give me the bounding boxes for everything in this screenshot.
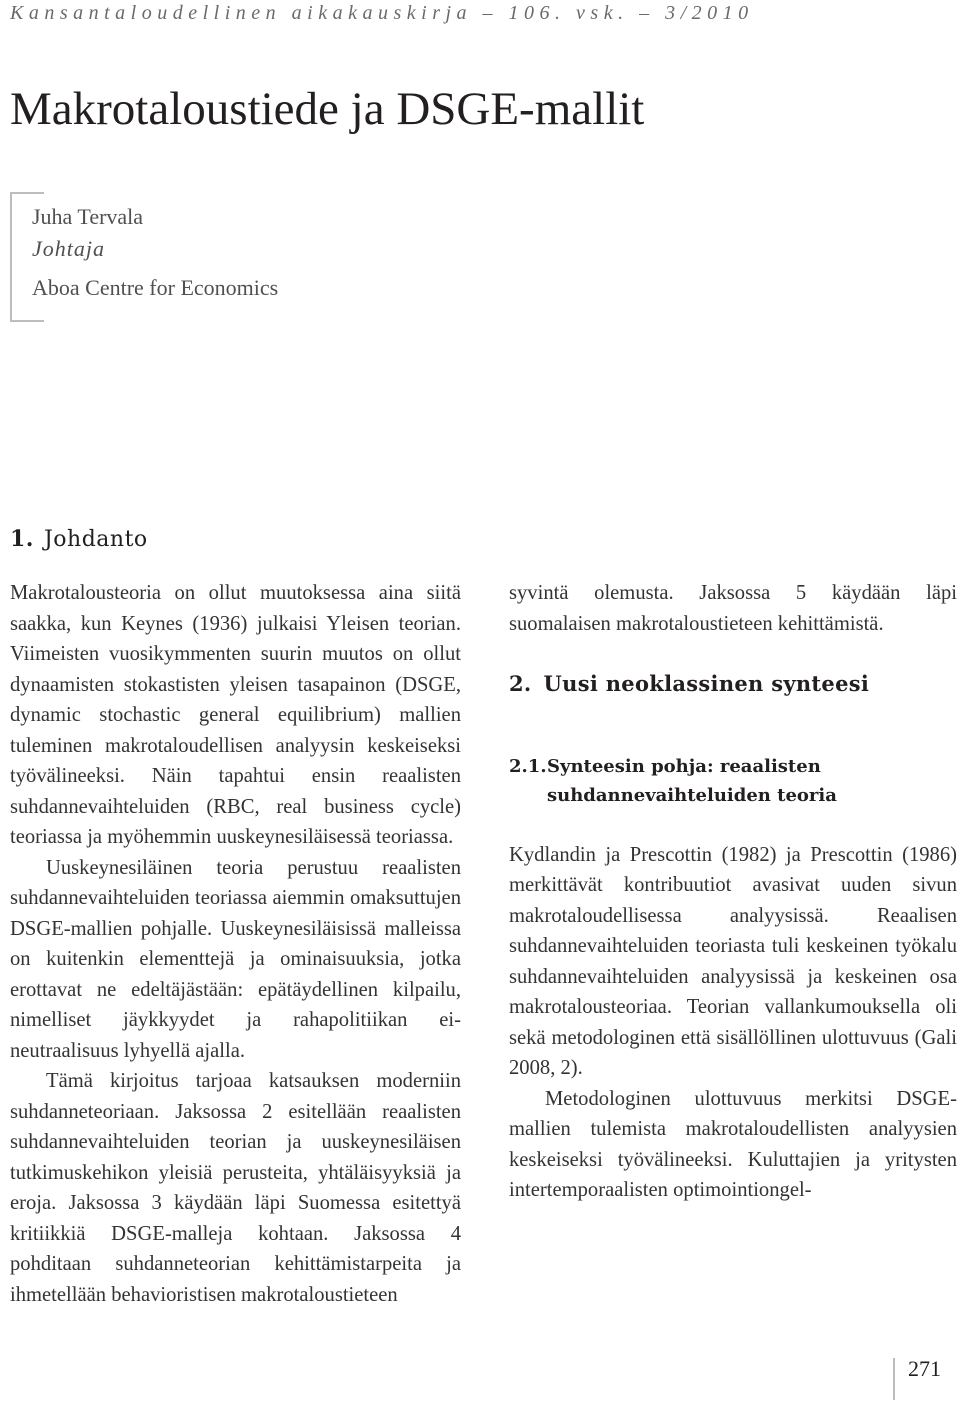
- article-title: Makrotaloustiede ja DSGE-mallit: [10, 83, 645, 135]
- author-role: Johtaja: [32, 236, 105, 261]
- body-paragraph: Makrotalousteoria on ollut muutoksessa aina siitä saakka, kun Keynes (1936) julkaisi Yleisen teorian. Viimeisten vuosikymmenten suurin muutos on ollut dynaamisten stokastisten yleisen tasapainon (DSGE, dynamic stochastic general equilibrium) mallien tuleminen makrotaloudellisen analyysin keskeiseksi työvälineeksi. Näin tapahtui ensin reaalisten suhdannevaihteluiden (RBC, real business cycle) teoriassa ja myöhemmin uuskeynesiläisessä teoriassa.: [10, 582, 461, 848]
- section-1-heading: [10, 526, 148, 552]
- folio-rule: [893, 1358, 895, 1400]
- section-2-1-title: Synteesin pohja: reaalisten suhdannevaihteluiden teoria: [547, 755, 837, 806]
- running-header: Kansantaloudellinen aikakauskirja – 106. vsk. – 3/2010: [10, 2, 754, 24]
- section-2-number: 2.: [509, 671, 532, 696]
- body-paragraph-continued: syvintä olemusta. Jaksossa 5 käydään läpi suomalaisen makrotaloustieteen kehittämistä.: [509, 582, 957, 635]
- page-number: 271: [908, 1356, 941, 1381]
- column-continuation-space: [509, 578, 957, 639]
- body-paragraph: Tämä kirjoitus tarjoaa katsauksen moderniin suhdanneteoriaan. Jaksossa 2 esitellään reaalisten suhdannevaihteluiden teorian ja uuskeynesiläisen tutkimuskehikon yleisiä perusteita, yhtäläisyyksiä ja eroja. Jaksossa 3 käydään läpi Suomessa esitettyä kritiikkiä DSGE-malleja kohtaan. Jaksossa 4 pohditaan suhdanneteorian kehittämistarpeita ja ihmetellään behavioristisen makrotaloustieteen: [10, 1070, 461, 1306]
- section-2-1-number: 2.1.: [509, 755, 547, 777]
- section-1-number: 1.: [10, 526, 34, 552]
- author-affiliation: Aboa Centre for Economics: [32, 275, 279, 300]
- body-paragraph: Kydlandin ja Prescottin (1982) ja Prescottin (1986) merkittävät kontribuutiot avasivat uuden sivun makrotaloudellisessa analyysissä. Reaalisen suhdannevaihteluiden teoriasta tuli keskeinen työkalu suhdannevaihteluiden analyysissä ja keskeinen osa makrotalousteoriaa. Teorian vallankumouksella oli sekä metodologinen että sisällöllinen ulottuvuus (Gali 2008, 2).: [509, 843, 957, 1079]
- section-2-heading: [509, 669, 957, 700]
- body-paragraph: Uuskeynesiläinen teoria perustuu reaalisten suhdannevaihteluiden teoriassa aiemmin omaksuttujen DSGE-mallien pohjalle. Uuskeynesiläisissä malleissa on kuitenkin elementtejä ja ominaisuuksia, jotka erottavat ne edeltäjästään: epätäydellinen kilpailu, nimelliset jäykkyydet ja rahapolitiikan ei-neutraalisuus lyhyellä ajalla.: [10, 856, 461, 1062]
- section-2-title: Uusi neoklassinen synteesi: [543, 671, 870, 696]
- section-1-title: Johdanto: [43, 527, 148, 552]
- left-column: [10, 578, 461, 1310]
- right-column: [509, 578, 957, 1206]
- section-2-1-heading: [509, 752, 957, 810]
- body-paragraph: Metodologinen ulottuvuus merkitsi DSGE-mallien tulemista makrotaloudellisten analyysien keskeiseksi työvälineeksi. Kuluttajien ja yritysten intertemporaalisten optimointiongel-: [509, 1087, 957, 1201]
- heading-spacer: [509, 700, 957, 752]
- heading-spacer: [509, 810, 957, 840]
- author-name: Juha Tervala: [32, 204, 144, 229]
